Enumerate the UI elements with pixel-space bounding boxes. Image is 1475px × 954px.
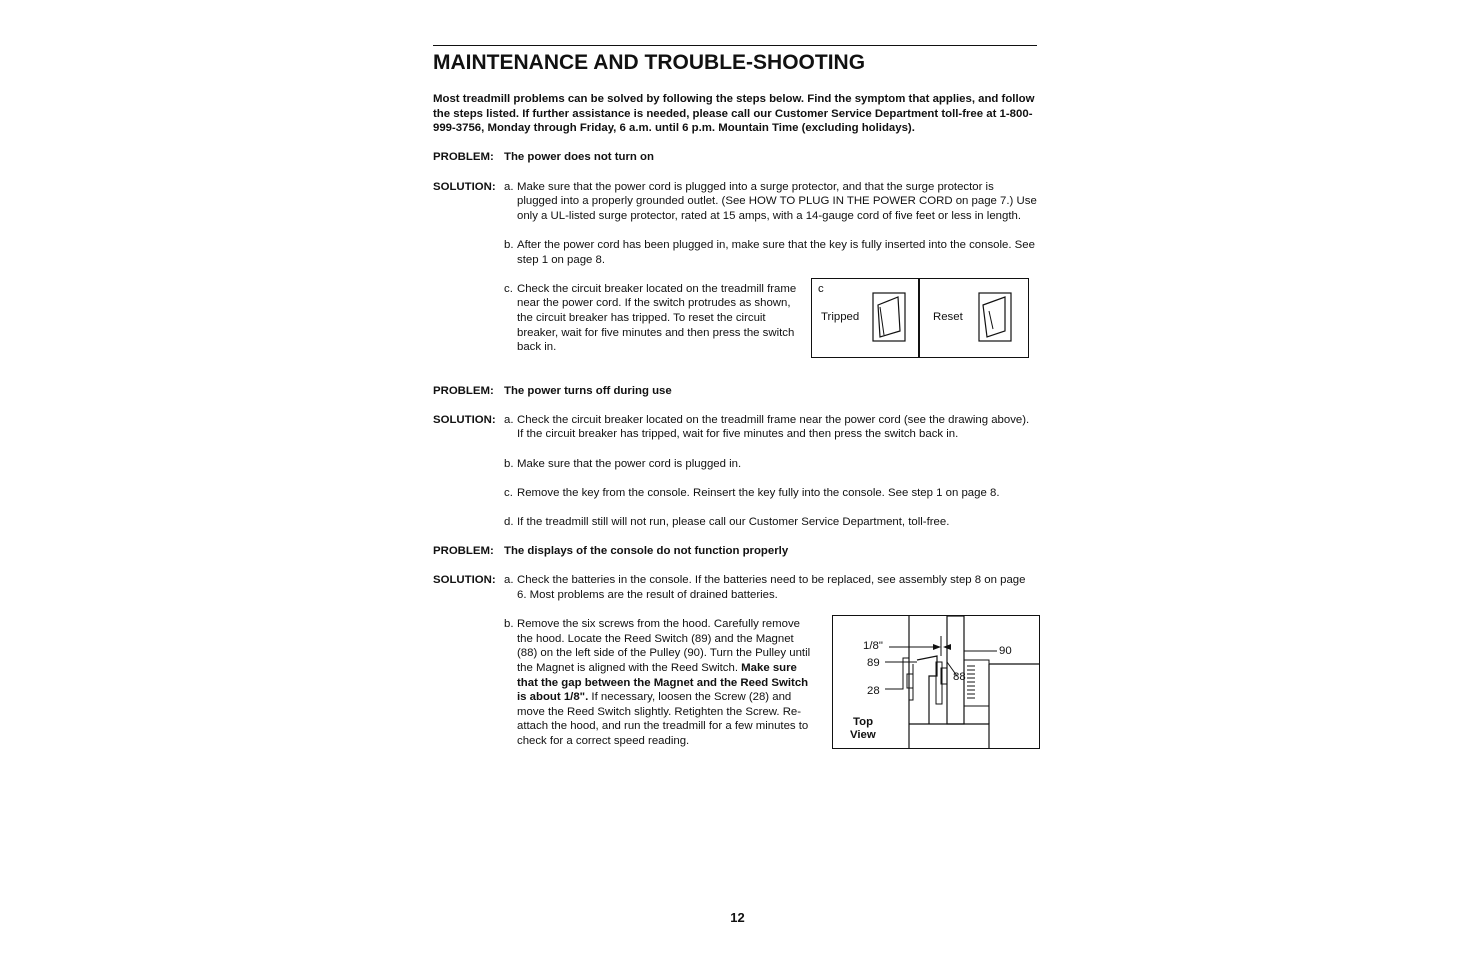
item-letter: b. (504, 618, 514, 631)
page-title: MAINTENANCE AND TROUBLE-SHOOTING (433, 51, 866, 74)
solution-item (433, 180, 1037, 224)
top-view-label-top: Top (853, 716, 874, 729)
top-rule (433, 45, 1037, 46)
page-number: 12 (730, 910, 745, 925)
solution-item (433, 486, 1037, 501)
item-text: Make sure that the power cord is plugged into a surge protector, and that the surge protector is plugged into a properly grounded outlet. (See HOW TO PLUG IN THE POWER CORD on page 7.) Use only a UL-listed surge protector, rated at 15 amps, with a 14-gauge cord of five feet or less in length. (517, 180, 1037, 222)
tripped-switch-icon (870, 287, 910, 347)
problem-text: The displays of the console do not function properly (504, 545, 789, 558)
solution-item (433, 457, 1037, 472)
solution-item (433, 617, 1037, 748)
item-letter: c. (504, 282, 513, 295)
item-text: Check the circuit breaker located on the treadmill frame near the power cord (see the drawing above). If the circuit breaker has tripped, wait for five minutes and then press the switch back in. (517, 413, 1030, 441)
problem-label: PROBLEM: (433, 545, 494, 558)
item-text: Check the circuit breaker located on the treadmill frame near the power cord. If the switch protrudes as shown, the circuit breaker has tripped. To reset the circuit breaker, wait for five minutes and then press the switch back in. (517, 282, 797, 354)
solution-label: SOLUTION: (433, 180, 496, 193)
screw-number: 28 (867, 685, 880, 698)
figure-divider (918, 279, 920, 357)
solution-item (433, 515, 1037, 530)
top-view-label-view: View (850, 729, 876, 742)
item-text: If the treadmill still will not run, please call our Customer Service Department, toll-free. (517, 516, 950, 529)
reset-switch-icon (975, 289, 1017, 347)
item-letter: b. (504, 238, 514, 251)
solution-2 (433, 413, 1037, 530)
item-letter: a. (504, 413, 514, 426)
tripped-label: Tripped (821, 310, 860, 323)
gap-label: 1/8" (863, 640, 883, 653)
item-letter: a. (504, 574, 514, 587)
circuit-breaker-figure (811, 278, 1029, 358)
item-text: After the power cord has been plugged in, make sure that the key is fully inserted into the console. See step 1 on page 8. (517, 238, 1035, 266)
magnet-number: 88 (953, 671, 966, 684)
reed-switch-figure (832, 615, 1040, 749)
item-text-bold: Make sure that the gap between the Magnet and the Reed Switch is about 1/8". (517, 661, 809, 704)
pulley-number: 90 (999, 645, 1012, 658)
item-letter: d. (504, 516, 514, 529)
reset-label: Reset (933, 310, 963, 323)
item-text: Make sure that the power cord is plugged in. (517, 457, 742, 470)
item-letter: a. (504, 180, 514, 193)
item-letter: b. (504, 457, 514, 470)
problem-label: PROBLEM: (433, 384, 494, 397)
item-text-part: If necessary, loosen the Screw (28) and move the Reed Switch slightly. Retighten the Screw. Re-attach the hood, and run the treadmill for a few minutes to check for a correct speed reading. (517, 691, 809, 747)
solution-item (433, 573, 1037, 602)
reed-switch-number: 89 (867, 657, 880, 670)
item-text-part: Remove the six screws from the hood. Carefully remove the hood. Locate the Reed Switch (89) and the Magnet (88) on the left side of the Pulley (90). Turn the Pulley until the Magnet is aligned with the Reed Switch. (517, 618, 811, 674)
problem-label: PROBLEM: (433, 151, 494, 164)
item-letter: c. (504, 486, 513, 499)
solution-1 (433, 180, 1037, 355)
solution-label: SOLUTION: (433, 413, 496, 426)
solution-item (433, 282, 1037, 355)
solution-3 (433, 573, 1037, 748)
problem-3 (433, 544, 1037, 559)
solution-item (433, 413, 1037, 442)
intro-paragraph: Most treadmill problems can be solved by following the steps below. Find the symptom that applies, and follow the steps listed. If further assistance is needed, please call our Customer Service Department toll-free at 1-800-999-3756, Monday through Friday, 6 a.m. until 6 p.m. Mountain Time (excluding holidays). (433, 93, 1035, 135)
solution-item (433, 238, 1037, 267)
manual-page (433, 45, 1037, 749)
problem-text: The power turns off during use (504, 384, 672, 397)
solution-label: SOLUTION: (433, 574, 496, 587)
problem-text: The power does not turn on (504, 151, 654, 164)
item-text: Remove the key from the console. Reinsert the key fully into the console. See step 1 on page 8. (517, 486, 1000, 499)
problem-1 (433, 150, 1037, 165)
item-text (517, 617, 812, 748)
item-text: Check the batteries in the console. If the batteries need to be replaced, see assembly step 8 on page 6. Most problems are the result of drained batteries. (517, 574, 1026, 601)
problem-2 (433, 384, 1037, 399)
figure-letter: c (818, 282, 824, 295)
